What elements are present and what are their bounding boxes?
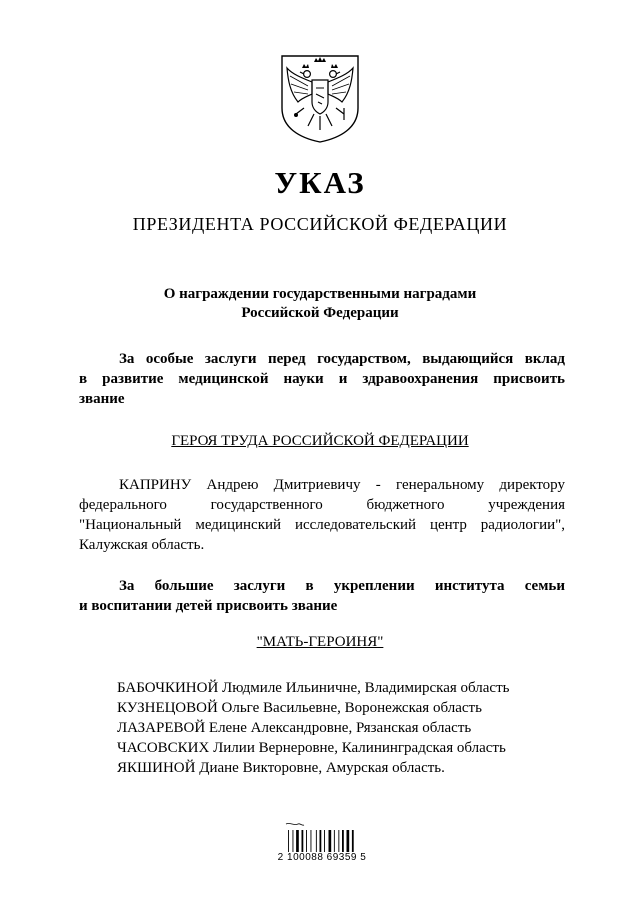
section1-intro xyxy=(79,349,565,409)
section1-intro-line: в развитие медицинской науки и здравоохранения присвоить xyxy=(79,371,565,387)
barcode-number: 2 100088 69359 5 xyxy=(277,852,367,863)
section2-intro-line: и воспитании детей присвоить звание xyxy=(79,598,338,614)
section2-intro-line: За большие заслуги в укреплении института семьи xyxy=(119,578,565,594)
recipient-line: "Национальный медицинский исследовательский центр радиологии", xyxy=(79,517,565,533)
page-title: УКАЗ xyxy=(274,165,366,200)
list-item: ЯКШИНОЙ Диане Викторовне, Амурская область. xyxy=(117,760,445,776)
award-title-mother-heroine: "МАТЬ-ГЕРОИНЯ" xyxy=(256,634,384,650)
russian-coat-of-arms-icon xyxy=(278,52,362,144)
page-subtitle: ПРЕЗИДЕНТА РОССИЙСКОЙ ФЕДЕРАЦИИ xyxy=(132,214,508,234)
section2-recipient-list xyxy=(117,678,510,778)
recipient-line: КАПРИНУ Андрею Дмитриевичу - генеральному директору xyxy=(119,477,565,493)
section1-intro-line: звание xyxy=(79,391,125,407)
subject-line: Российской Федерации xyxy=(241,305,399,321)
list-item: БАБОЧКИНОЙ Людмиле Ильиничне, Владимирская область xyxy=(117,680,510,696)
list-item: ЛАЗАРЕВОЙ Елене Александровне, Рязанская область xyxy=(117,720,472,736)
recipient-line: федерального государственного бюджетного учреждения xyxy=(79,497,565,513)
award-title-hero-of-labor: ГЕРОЯ ТРУДА РОССИЙСКОЙ ФЕДЕРАЦИИ xyxy=(171,433,469,449)
section2-intro xyxy=(79,576,565,616)
section1-intro-line: За особые заслуги перед государством, выдающийся вклад xyxy=(119,351,565,367)
section1-recipient xyxy=(79,475,565,555)
subject-line: О награждении государственными наградами xyxy=(163,286,477,302)
list-item: ЧАСОВСКИХ Лилии Вернеровне, Калининградская область xyxy=(117,740,506,756)
list-item: КУЗНЕЦОВОЙ Ольге Васильевне, Воронежская область xyxy=(117,700,482,716)
decree-subject xyxy=(0,285,640,323)
recipient-line: Калужская область. xyxy=(79,537,205,553)
